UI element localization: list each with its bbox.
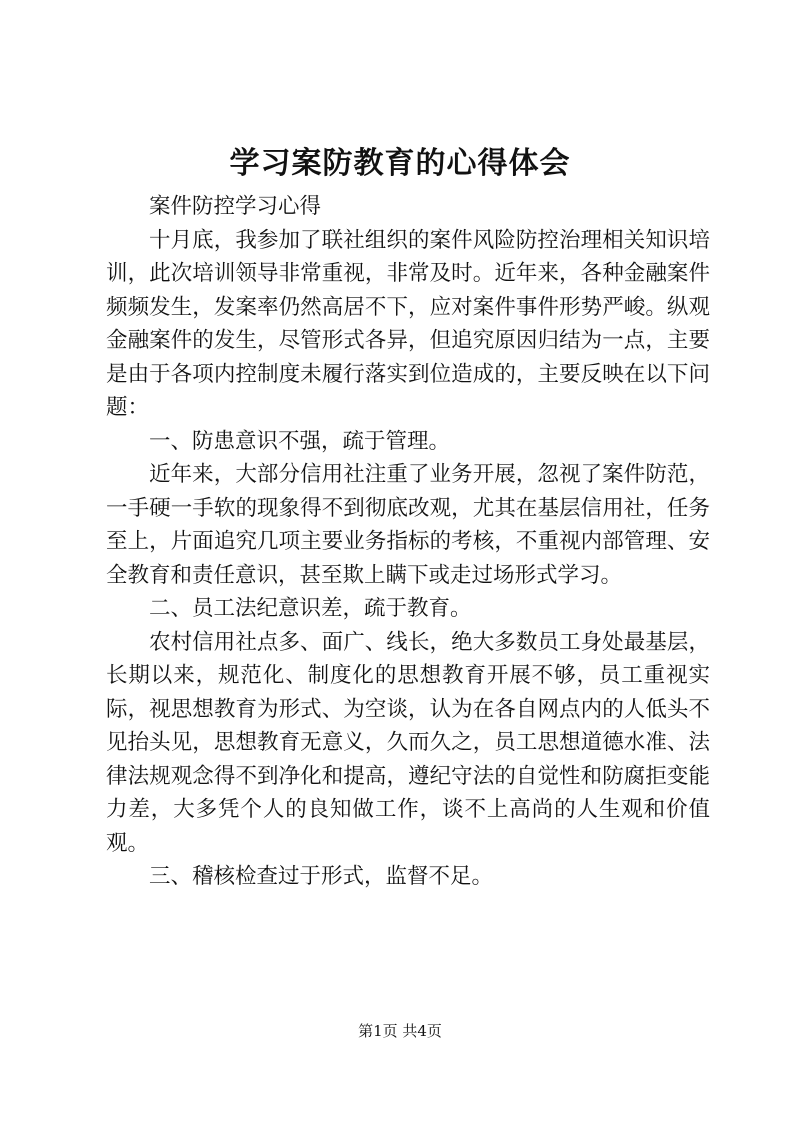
section-paragraph-1: 近年来，大部分信用社注重了业务开展，忽视了案件防范，一手硬一手软的现象得不到彻底改观，尤其在基层信用社，任务至上，片面追究几项主要业务指标的考核，不重视内部管理、安全教育和责任意识，甚至欺上瞒下或走过场形式学习。 — [106, 462, 710, 588]
subtitle-paragraph: 案件防控学习心得 — [149, 194, 322, 219]
section-heading-3: 三、稽核检查过于形式，监督不足。 — [149, 864, 494, 889]
section-heading-2: 二、员工法纪意识差，疏于教育。 — [149, 596, 472, 621]
document-title: 学习案防教育的心得体会 — [229, 146, 571, 181]
page-footer: 第1页 共4页 — [358, 1022, 442, 1040]
section-paragraph-2: 农村信用社点多、面广、线长，绝大多数员工身处最基层，长期以来，规范化、制度化的思想教育开展不够，员工重视实际，视思想教育为形式、为空谈，认为在各自网点内的人低头不见抬头见，思想教育无意义，久而久之，员工思想道德水准、法律法规观念得不到净化和提高，遵纪守法的自觉性和防腐拒变能力差，大多凭个人的良知做工作，谈不上高尚的人生观和价值观。 — [106, 629, 710, 856]
section-heading-1: 一、防患意识不强，疏于管理。 — [149, 428, 451, 454]
intro-paragraph: 十月底，我参加了联社组织的案件风险防控治理相关知识培训，此次培训领导非常重视，非常及时。近年来，各种金融案件频频发生，发案率仍然高居不下，应对案件事件形势严峻。纵观金融案件的发生，尽管形式各异，但追究原因归结为一点，主要是由于各项内控制度未履行落实到位造成的，主要反映在以下问题： — [106, 227, 710, 420]
document-body — [106, 190, 710, 894]
